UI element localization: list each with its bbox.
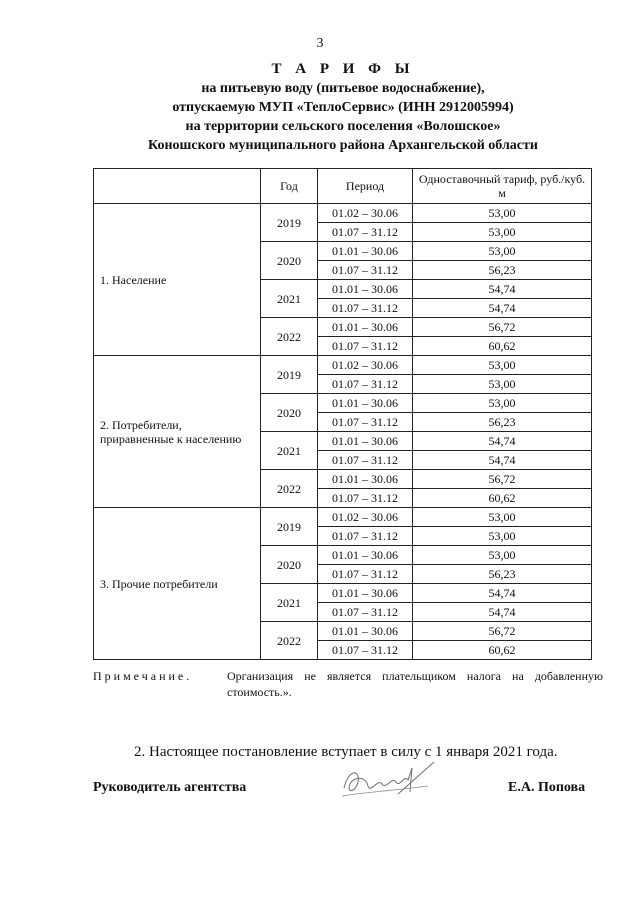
tariff-cell: 53,00 [413, 242, 592, 261]
period-cell: 01.07 – 31.12 [318, 413, 413, 432]
tariff-cell: 53,00 [413, 546, 592, 565]
signature-name: Е.А. Попова [508, 780, 586, 795]
category-cell: 1. Население [94, 204, 261, 356]
year-cell: 2021 [261, 280, 318, 318]
year-cell: 2019 [261, 204, 318, 242]
year-cell: 2021 [261, 432, 318, 470]
year-cell: 2019 [261, 508, 318, 546]
tariff-cell: 54,74 [413, 451, 592, 470]
year-cell: 2022 [261, 622, 318, 660]
document-title [60, 60, 626, 155]
page-number: 3 [316, 36, 324, 51]
decree-text: 2. Настоящее постановление вступает в силу с 1 января 2021 года. [134, 744, 558, 760]
year-cell: 2020 [261, 394, 318, 432]
header-category [94, 169, 261, 204]
tariff-cell: 53,00 [413, 223, 592, 242]
year-cell: 2019 [261, 356, 318, 394]
tariff-cell: 54,74 [413, 280, 592, 299]
header-year: Год [261, 169, 318, 204]
tariff-cell: 56,23 [413, 261, 592, 280]
period-cell: 01.01 – 30.06 [318, 470, 413, 489]
title-main: Т А Р И Ф Ы [271, 61, 415, 77]
period-cell: 01.07 – 31.12 [318, 375, 413, 394]
period-cell: 01.02 – 30.06 [318, 204, 413, 223]
tariff-cell: 54,74 [413, 299, 592, 318]
tariff-cell: 53,00 [413, 527, 592, 546]
tariff-cell: 56,72 [413, 622, 592, 641]
category-cell: 2. Потребители, приравненные к населению [94, 356, 261, 508]
header-period: Период [318, 169, 413, 204]
period-cell: 01.07 – 31.12 [318, 641, 413, 660]
tariff-cell: 60,62 [413, 337, 592, 356]
year-cell: 2022 [261, 318, 318, 356]
table-header-row [94, 169, 592, 204]
tariff-cell: 56,72 [413, 318, 592, 337]
title-line: Коношского муниципального района Архангельской области [148, 138, 538, 153]
period-cell: 01.01 – 30.06 [318, 394, 413, 413]
tariff-cell: 54,74 [413, 432, 592, 451]
tariff-cell: 60,62 [413, 489, 592, 508]
period-cell: 01.07 – 31.12 [318, 223, 413, 242]
note-text: Организация не является плательщиком налога на добавленную стоимость.». [227, 669, 603, 699]
table-row [94, 508, 592, 527]
tariff-cell: 56,23 [413, 413, 592, 432]
tariff-cell: 56,72 [413, 470, 592, 489]
title-line: на территории сельского поселения «Волошское» [185, 119, 501, 134]
period-cell: 01.07 – 31.12 [318, 337, 413, 356]
period-cell: 01.01 – 30.06 [318, 546, 413, 565]
title-line: отпускаемую МУП «ТеплоСервис» (ИНН 2912005994) [172, 100, 514, 115]
tariff-cell: 54,74 [413, 584, 592, 603]
period-cell: 01.01 – 30.06 [318, 622, 413, 641]
period-cell: 01.01 – 30.06 [318, 432, 413, 451]
period-cell: 01.07 – 31.12 [318, 603, 413, 622]
header-tariff: Одноставочный тариф, руб./куб. м [413, 169, 592, 204]
category-cell: 3. Прочие потребители [94, 508, 261, 660]
period-cell: 01.07 – 31.12 [318, 527, 413, 546]
tariff-cell: 53,00 [413, 394, 592, 413]
year-cell: 2021 [261, 584, 318, 622]
period-cell: 01.07 – 31.12 [318, 489, 413, 508]
period-cell: 01.01 – 30.06 [318, 584, 413, 603]
tariff-table [93, 168, 592, 660]
table-body [94, 204, 592, 660]
tariff-cell: 53,00 [413, 356, 592, 375]
tariff-cell: 53,00 [413, 204, 592, 223]
period-cell: 01.07 – 31.12 [318, 565, 413, 584]
tariff-cell: 54,74 [413, 603, 592, 622]
signature-scribble [338, 758, 438, 802]
period-cell: 01.01 – 30.06 [318, 318, 413, 337]
note-label: Примечание. [93, 669, 193, 683]
period-cell: 01.01 – 30.06 [318, 280, 413, 299]
period-cell: 01.02 – 30.06 [318, 356, 413, 375]
period-cell: 01.07 – 31.12 [318, 451, 413, 470]
period-cell: 01.01 – 30.06 [318, 242, 413, 261]
signature-role: Руководитель агентства [93, 780, 247, 795]
period-cell: 01.02 – 30.06 [318, 508, 413, 527]
tariff-cell: 53,00 [413, 508, 592, 527]
period-cell: 01.07 – 31.12 [318, 261, 413, 280]
tariff-cell: 56,23 [413, 565, 592, 584]
year-cell: 2020 [261, 546, 318, 584]
period-cell: 01.07 – 31.12 [318, 299, 413, 318]
year-cell: 2022 [261, 470, 318, 508]
tariff-cell: 60,62 [413, 641, 592, 660]
table-row [94, 204, 592, 223]
tariff-cell: 53,00 [413, 375, 592, 394]
year-cell: 2020 [261, 242, 318, 280]
title-line: на питьевую воду (питьевое водоснабжение), [201, 81, 485, 96]
table-row [94, 356, 592, 375]
